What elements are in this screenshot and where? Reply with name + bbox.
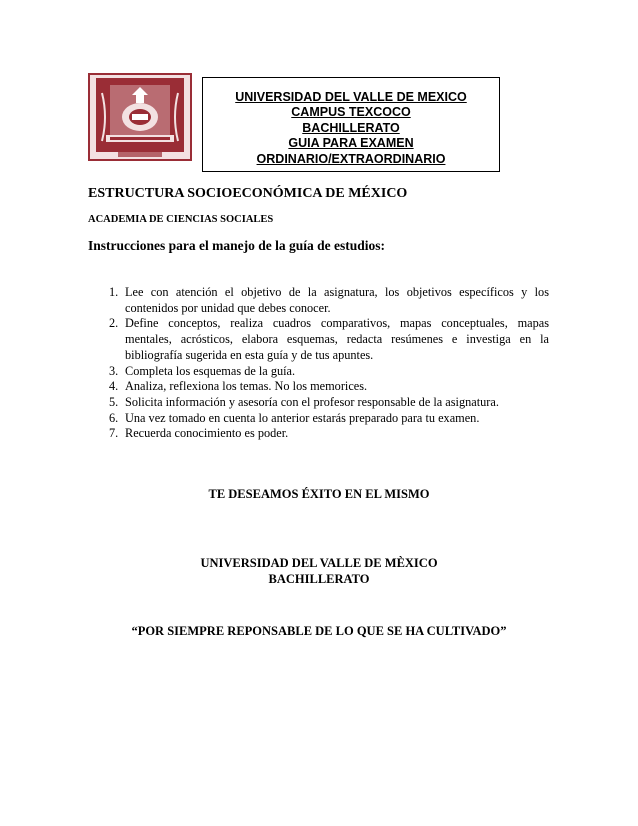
list-item-number: 4. <box>109 379 119 394</box>
list-item-text: Recuerda conocimiento es poder. <box>125 426 289 441</box>
list-item <box>109 411 549 427</box>
list-item <box>109 285 549 316</box>
motto: “POR SIEMPRE REPONSABLE DE LO QUE SE HA CULTIVADO” <box>131 624 507 638</box>
list-item-text: Una vez tomado en cuenta lo anterior estarás preparado para tu examen. <box>125 410 480 425</box>
instructions-heading: Instrucciones para el manejo de la guía de estudios: <box>88 238 385 253</box>
list-item-text: Analiza, reflexiona los temas. No los memorices. <box>125 379 368 394</box>
header-line-level: BACHILLERATO <box>302 120 400 135</box>
list-item-text: Completa los esquemas de la guía. <box>125 363 296 378</box>
footer-level: BACHILLERATO <box>268 572 370 586</box>
list-item <box>109 395 549 411</box>
list-item-text: Solicita información y asesoría con el profesor responsable de la asignatura. <box>125 394 499 409</box>
instructions-list <box>109 285 549 442</box>
list-item-number: 6. <box>109 410 119 425</box>
header-line-guide: GUIA PARA EXAMEN <box>288 136 414 151</box>
list-item-number: 3. <box>109 363 119 378</box>
header-box <box>202 77 500 172</box>
header-line-campus: CAMPUS TEXCOCO <box>291 105 411 120</box>
list-item-text: Define conceptos, realiza cuadros comparativos, mapas conceptuales, mapas mentales, acrósticos, elabora esquemas, redacta resúmenes e investiga en la bibliografía sugerida en esta guía y de tus apuntes. <box>125 316 549 362</box>
list-item-number: 2. <box>109 316 119 331</box>
list-item <box>109 379 549 395</box>
page-title: ESTRUCTURA SOCIOECONÓMICA DE MÉXICO <box>88 186 408 201</box>
list-item-text: Lee con atención el objetivo de la asignatura, los objetivos específicos y los contenidos por unidad que debes conocer. <box>125 285 549 315</box>
footer-university: UNIVERSIDAD DEL VALLE DE MÈXICO <box>200 556 438 570</box>
list-item-number: 5. <box>109 394 119 409</box>
list-item <box>109 316 549 363</box>
academy-subtitle: ACADEMIA DE CIENCIAS SOCIALES <box>88 214 274 225</box>
wish-text: TE DESEAMOS ÉXITO EN EL MISMO <box>208 487 430 501</box>
header-line-exam-type: ORDINARIO/EXTRAORDINARIO <box>256 151 446 166</box>
list-item <box>109 364 549 380</box>
list-item-number: 7. <box>109 426 119 441</box>
list-item-number: 1. <box>109 285 119 299</box>
university-crest-icon <box>88 73 192 161</box>
list-item <box>109 426 549 442</box>
header-line-university: UNIVERSIDAD DEL VALLE DE MEXICO <box>235 90 467 104</box>
